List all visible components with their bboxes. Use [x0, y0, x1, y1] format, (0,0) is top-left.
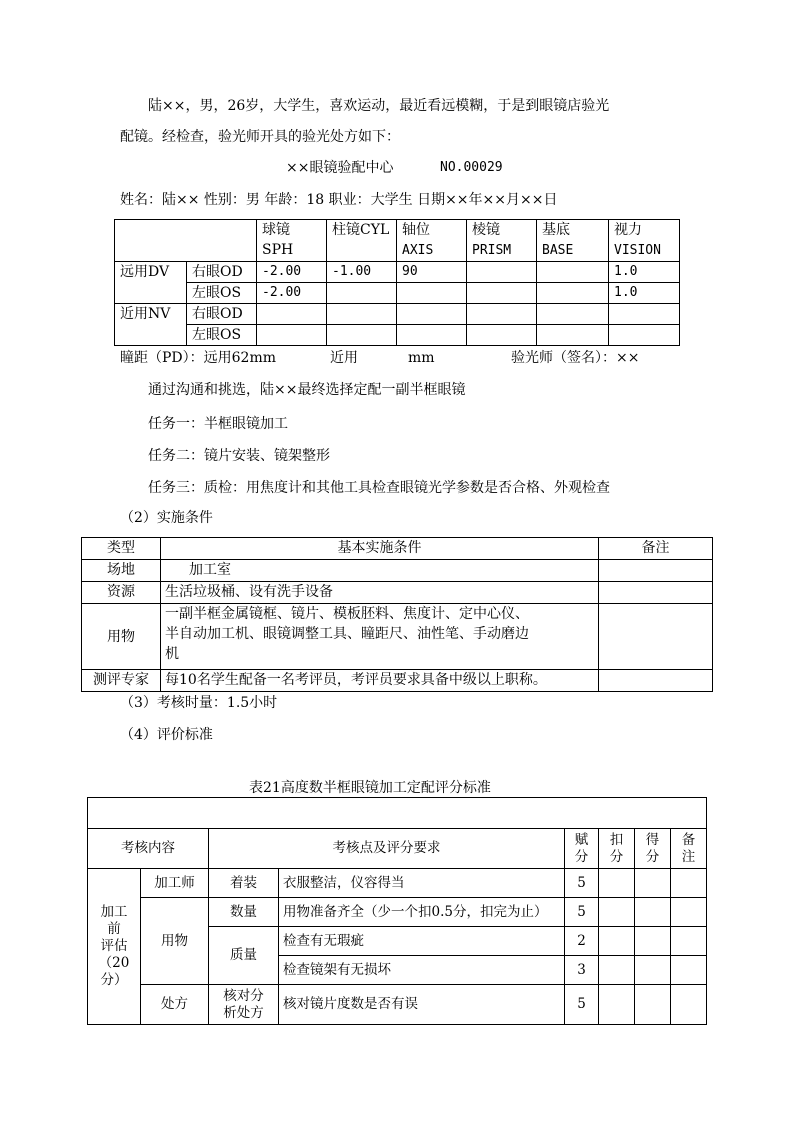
score-note-cell: [671, 869, 707, 898]
rx-row: [115, 304, 680, 325]
condition-text: 生活垃圾桶、设有洗手设备: [161, 582, 599, 604]
score-item: 着装: [209, 869, 279, 898]
score-deduct-cell: [599, 956, 635, 985]
rx-group-near: 近用NV: [115, 304, 187, 346]
rx-vision-value: 1.0: [609, 262, 680, 283]
rx-col-cyl: 柱镜CYL: [327, 220, 397, 262]
rx-group-distance: 远用DV: [115, 262, 187, 304]
conditions-row: [82, 670, 713, 692]
rx-patient-line: 姓名：陆×× 性别：男 年龄：18 职业：大学生 日期××年××月××日: [120, 192, 558, 208]
rx-col-axis: 轴位 AXIS: [397, 220, 467, 262]
score-earned-cell: [635, 869, 671, 898]
score-earned-cell: [635, 927, 671, 956]
tasks-intro: 通过沟通和挑选，陆××最终选择定配一副半框眼镜: [148, 382, 466, 398]
score-item: 核对分 析处方: [209, 985, 279, 1025]
rx-sph-value: [257, 325, 327, 346]
score-section-label: 加工 前 评估 （20 分）: [88, 869, 141, 1025]
rx-row: [115, 325, 680, 346]
rx-sph-value: [257, 304, 327, 325]
score-table: [87, 797, 707, 1025]
score-header-kou: 扣 分: [599, 829, 635, 869]
task-3: 任务三：质检：用焦度计和其他工具检查眼镜光学参数是否合格、外观检查: [148, 480, 610, 496]
score-earned-cell: [635, 985, 671, 1025]
score-header-points: 考核点及评分要求: [209, 829, 565, 869]
rx-corner-cell: [115, 220, 257, 262]
score-earned-cell: [635, 898, 671, 927]
prescription-table: [114, 219, 680, 346]
score-header-fu: 赋 分: [565, 829, 599, 869]
rx-eye-label: 左眼OS: [187, 283, 257, 304]
score-value: 5: [565, 869, 599, 898]
case-line-1: 陆××，男，26岁，大学生，喜欢运动，最近看远模糊，于是到眼镜店验光: [148, 98, 610, 114]
score-table-caption: 表21高度数半框眼镜加工定配评分标准: [249, 780, 491, 796]
conditions-title: （2）实施条件: [120, 510, 213, 526]
rx-axis-value: [397, 304, 467, 325]
rx-col-sph: 球镜SPH: [257, 220, 327, 262]
score-deduct-cell: [599, 869, 635, 898]
rx-row: [115, 283, 680, 304]
conditions-table: [81, 537, 713, 692]
rx-prism-value: [467, 304, 537, 325]
condition-note: [599, 582, 713, 604]
score-row: [88, 985, 707, 1025]
rx-cyl-value: -1.00: [327, 262, 397, 283]
condition-type: 资源: [82, 582, 161, 604]
score-requirement: 检查镜架有无损坏: [279, 956, 565, 985]
task-2: 任务二：镜片安装、镜架整形: [148, 448, 330, 464]
score-requirement: 衣服整洁，仪容得当: [279, 869, 565, 898]
condition-type: 场地: [82, 560, 161, 582]
score-item: 质量: [209, 927, 279, 985]
score-title-cell: [88, 798, 707, 829]
score-earned-cell: [635, 956, 671, 985]
conditions-row: [82, 560, 713, 582]
case-line-2: 配镜。经检查，验光师开具的验光处方如下：: [120, 129, 400, 145]
conditions-header-row: [82, 538, 713, 560]
rx-vision-value: [609, 325, 680, 346]
score-value: 3: [565, 956, 599, 985]
rx-row: [115, 262, 680, 283]
score-value: 5: [565, 898, 599, 927]
score-value: 2: [565, 927, 599, 956]
score-title-row: [88, 798, 707, 829]
score-category: 用物: [141, 898, 209, 985]
score-requirement: 核对镜片度数是否有误: [279, 985, 565, 1025]
condition-note: [599, 560, 713, 582]
rx-vision-value: 1.0: [609, 283, 680, 304]
rx-pd-unit: mm: [408, 350, 435, 366]
condition-text: 一副半框金属镜框、镜片、模板胚料、焦度计、定中心仪、 半自动加工机、眼镜调整工具、瞳距尺、油性笔、手动磨边 机: [161, 604, 599, 670]
score-deduct-cell: [599, 985, 635, 1025]
conditions-header-type: 类型: [82, 538, 161, 560]
score-header-de: 得 分: [635, 829, 671, 869]
rx-pd-near: 近用: [330, 350, 358, 366]
rx-eye-label: 右眼OD: [187, 304, 257, 325]
conditions-header-condition: 基本实施条件: [161, 538, 599, 560]
score-header-row: [88, 829, 707, 869]
score-requirement: 检查有无瑕疵: [279, 927, 565, 956]
rx-cyl-value: [327, 283, 397, 304]
rx-pd-distance: 瞳距（PD）：远用62mm: [120, 350, 277, 366]
score-requirement: 用物准备齐全（少一个扣0.5分，扣完为止）: [279, 898, 565, 927]
rx-eye-label: 左眼OS: [187, 325, 257, 346]
rx-sph-value: -2.00: [257, 262, 327, 283]
score-item: 数量: [209, 898, 279, 927]
exam-time: （3）考核时量：1.5小时: [120, 695, 278, 711]
conditions-row: [82, 582, 713, 604]
score-category: 加工师: [141, 869, 209, 898]
task-1: 任务一：半框眼镜加工: [148, 416, 288, 432]
rx-axis-value: [397, 325, 467, 346]
rx-optometrist: 验光师（签名）：××: [511, 350, 640, 366]
rx-col-prism: 棱镜 PRISM: [467, 220, 537, 262]
condition-text: 加工室: [161, 560, 599, 582]
condition-type: 用物: [82, 604, 161, 670]
rx-prism-value: [467, 262, 537, 283]
rx-cyl-value: [327, 304, 397, 325]
score-note-cell: [671, 898, 707, 927]
rx-vision-value: [609, 304, 680, 325]
rx-axis-value: 90: [397, 262, 467, 283]
rx-header-row: [115, 220, 680, 262]
score-deduct-cell: [599, 898, 635, 927]
rx-number: NO.00029: [440, 160, 503, 175]
rx-col-vision: 视力 VISION: [609, 220, 680, 262]
score-deduct-cell: [599, 927, 635, 956]
rx-base-value: [537, 325, 609, 346]
score-note-cell: [671, 956, 707, 985]
condition-note: [599, 670, 713, 692]
score-value: 5: [565, 985, 599, 1025]
rx-cyl-value: [327, 325, 397, 346]
condition-type: 测评专家: [82, 670, 161, 692]
condition-note: [599, 604, 713, 670]
score-header-bei: 备 注: [671, 829, 707, 869]
rx-prism-value: [467, 325, 537, 346]
score-note-cell: [671, 985, 707, 1025]
rx-base-value: [537, 262, 609, 283]
score-category: 处方: [141, 985, 209, 1025]
score-row: [88, 898, 707, 927]
rx-base-value: [537, 283, 609, 304]
score-row: [88, 869, 707, 898]
rx-axis-value: [397, 283, 467, 304]
score-header-content: 考核内容: [88, 829, 209, 869]
rx-base-value: [537, 304, 609, 325]
condition-text: 每10名学生配备一名考评员，考评员要求具备中级以上职称。: [161, 670, 599, 692]
conditions-header-note: 备注: [599, 538, 713, 560]
evaluation-title: （4）评价标准: [120, 727, 213, 743]
rx-sph-value: -2.00: [257, 283, 327, 304]
rx-prism-value: [467, 283, 537, 304]
rx-col-base: 基底 BASE: [537, 220, 609, 262]
score-note-cell: [671, 927, 707, 956]
rx-center-name: ××眼镜验配中心: [286, 160, 394, 176]
rx-eye-label: 右眼OD: [187, 262, 257, 283]
conditions-row: [82, 604, 713, 670]
